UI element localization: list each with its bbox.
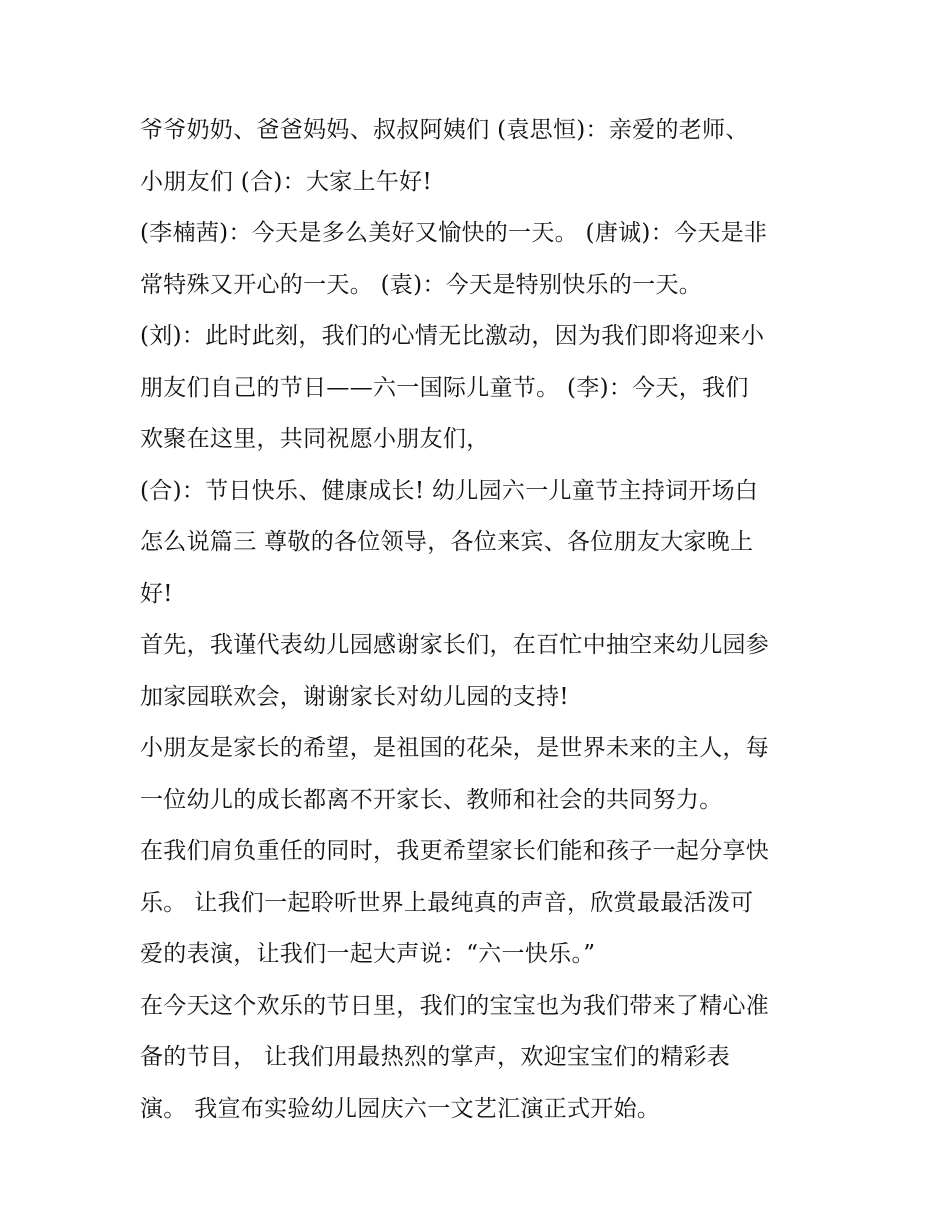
text-line: 一位幼儿的成长都离不开家长、教师和社会的共同努力。	[140, 786, 723, 813]
text-line: 常特殊又开心的一天。 (袁)：今天是特别快乐的一天。	[140, 271, 703, 298]
text-line: 爷爷奶奶、爸爸妈妈、叔叔阿姨们 (袁思恒)：亲爱的老师、	[140, 117, 749, 143]
text-line: 爱的表演，让我们一起大声说：“六一快乐。”	[140, 941, 596, 967]
document-body	[140, 105, 840, 1135]
text-line: 怎么说篇三 尊敬的各位领导，各位来宾、各位朋友大家晚上	[140, 529, 754, 555]
text-line: 乐。 让我们一起聆听世界上最纯真的声音，欣赏最最活泼可	[140, 889, 754, 916]
text-line: 首先，我谨代表幼儿园感谢家长们，在百忙中抽空来幼儿园参	[140, 632, 770, 658]
text-line: 备的节目， 让我们用最热烈的掌声，欢迎宝宝们的精彩表	[140, 1044, 731, 1070]
text-line: 小朋友们 (合)：大家上午好!	[140, 168, 432, 195]
text-line: (李楠茜)：今天是多么美好又愉快的一天。 (唐诚)：今天是非	[140, 220, 768, 246]
text-line: 小朋友是家长的希望，是祖国的花朵，是世界未来的主人，每	[140, 735, 770, 761]
text-line: 在今天这个欢乐的节日里，我们的宝宝也为我们带来了精心准	[140, 992, 770, 1019]
text-line: 朋友们自己的节日——六一国际儿童节。 (李)：今天，我们	[140, 374, 749, 401]
text-line: 好!	[140, 580, 173, 607]
text-line: (合)：节日快乐、健康成长! 幼儿园六一儿童节主持词开场白	[140, 477, 759, 504]
text-line: 加家园联欢会，谢谢家长对幼儿园的支持!	[140, 683, 569, 710]
text-line: (刘)：此时此刻，我们的心情无比激动，因为我们即将迎来小	[140, 323, 765, 349]
text-line: 欢聚在这里，共同祝愿小朋友们，	[140, 426, 490, 452]
text-line: 在我们肩负重任的同时，我更希望家长们能和孩子一起分享快	[140, 838, 770, 864]
text-line: 演。 我宣布实验幼儿园庆六一文艺汇演正式开始。	[140, 1095, 661, 1122]
